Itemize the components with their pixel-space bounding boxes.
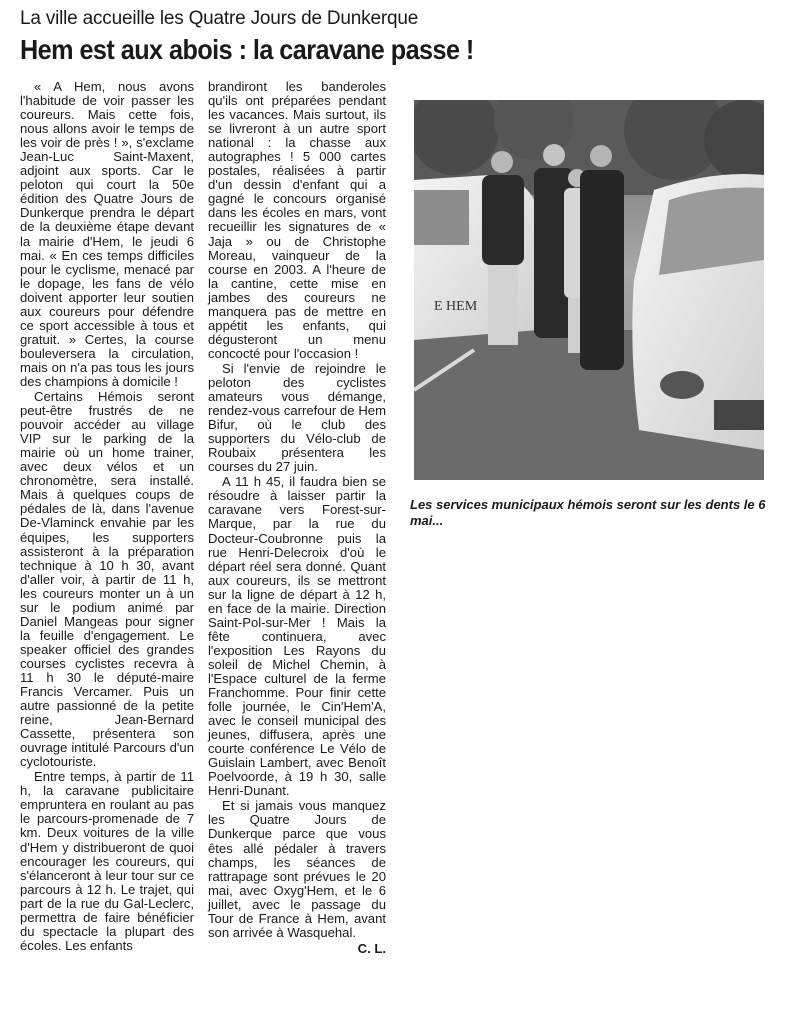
- article-kicker: La ville accueille les Quatre Jours de Dunkerque: [20, 8, 419, 29]
- paragraph: Si l'envie de rejoindre le peloton des cyclistes amateurs vous démange, rendez-vous carrefour de Hem Bifur, où le club des supporters du Vélo-club de Roubaix présentera les courses du 27 juin.: [208, 360, 386, 475]
- paragraph: « A Hem, nous avons l'habitude de voir passer les coureurs. Mais cette fois, nous allons avoir le temps de les voir de près ! », s'exclame Jean-Luc Saint-Maxent, adjoint aux sports. Car le peloton qui court la 50e édition des Quatre Jours de Dunkerque prendra le départ de la deuxième étape devant la mairie d'Hem, le jeudi 6 mai. « En ces temps difficiles pour le cyclisme, menacé par le dopage, les fans de vélo doivent apporter leur soutien aux coureurs pour défendre ce sport accessible à tous et gratuit. » Certes, la course bouleversera la circulation, mais on n'a pas tous les jours des champions à domicile !: [20, 79, 194, 389]
- article-photo: [414, 100, 764, 480]
- paragraph: A 11 h 45, il faudra bien se résoudre à laisser partir la caravane vers Forest-sur-Marque, par la rue du Docteur-Coubronne puis la rue Henri-Delecroix d'où le départ réel sera donné. Quant aux coureurs, ils se mettront sur la ligne de départ à 12 h, en face de la mairie. Direction Saint-Pol-sur-Mer ! Mais la fête continuera, avec l'exposition Les Rayons du soleil de Michel Chemin, à l'Espace culturel de la ferme Franchomme. Pour finir cette folle journée, le Cin'Hem'A, avec le conseil municipal des jeunes, diffusera, après une courte conférence Le Vélo de Guislain Lambert, avec Benoît Poelvoorde, à 19 h 30, salle Henri-Dunant.: [208, 474, 386, 799]
- car-label: E HEM: [434, 299, 478, 314]
- author-signature: C. L.: [357, 940, 386, 956]
- photo-four-people-with-cars-icon: [414, 100, 764, 480]
- photo-caption: Les services municipaux hémois seront sur les dents le 6 mai...: [410, 497, 766, 528]
- paragraph: Et si jamais vous manquez les Quatre Jours de Dunkerque parce que vous êtes allé pédaler à travers champs, les séances de rattrapage sont prévues le 20 mai, avec Oxyg'Hem, et le 6 juillet, avec le passage du Tour de France à Hem, avant son arrivée à Wasquehal.: [208, 798, 386, 940]
- article-headline: Hem est aux abois : la caravane passe !: [20, 34, 474, 65]
- article-column-2: [208, 80, 386, 956]
- paragraph: Certains Hémois seront peut-être frustrés de ne pouvoir accéder au village VIP sur le parking de la mairie où un home trainer, avec deux vélos et un chronomètre, sera installé. Mais à quelques coups de pédales de là, dans l'avenue De-Vlaminck envahie par les équipes, les supporters assisteront à la préparation technique à 10 h 30, avant d'aller voir, à partir de 11 h, les coureurs monter un à un sur le podium animé par Daniel Mangeas pour signer la feuille d'engagement. Le speaker officiel des grandes courses cyclistes recevra à 11 h 30 le député-maire Francis Vercamer. Puis un autre passionné de la petite reine, Jean-Bernard Cassette, présentera son ouvrage intitulé Parcours d'un cyclotouriste.: [20, 389, 194, 770]
- paragraph: brandiront les banderoles qu'ils ont préparées pendant les vacances. Mais surtout, ils se livreront à un autre sport national : la chasse aux autographes ! 5 000 cartes postales, réalisées à partir d'un dessin d'enfant qui a gagné le concours organisé dans les écoles en mars, vont recueillir les signatures de « Jaja » ou de Christophe Moreau, vainqueur de la course en 2003. A l'heure de la cantine, cette mise en jambes des coureurs ne manquera pas de mettre en appétit les enfants, qui dégusteront un menu concocté pour l'occasion !: [208, 79, 386, 361]
- paragraph: Entre temps, à partir de 11 h, la caravane publicitaire empruntera en roulant au pas le parcours-promenade de 7 km. Deux voitures de la ville d'Hem y distribueront de quoi encourager les coureurs, qui s'élanceront à leur tour sur ce parcours à 12 h. Le trajet, qui part de la rue du Gal-Leclerc, permettra de faire bénéficier du spectacle la plupart des écoles. Les enfants: [20, 769, 194, 953]
- article-column-1: [20, 80, 194, 954]
